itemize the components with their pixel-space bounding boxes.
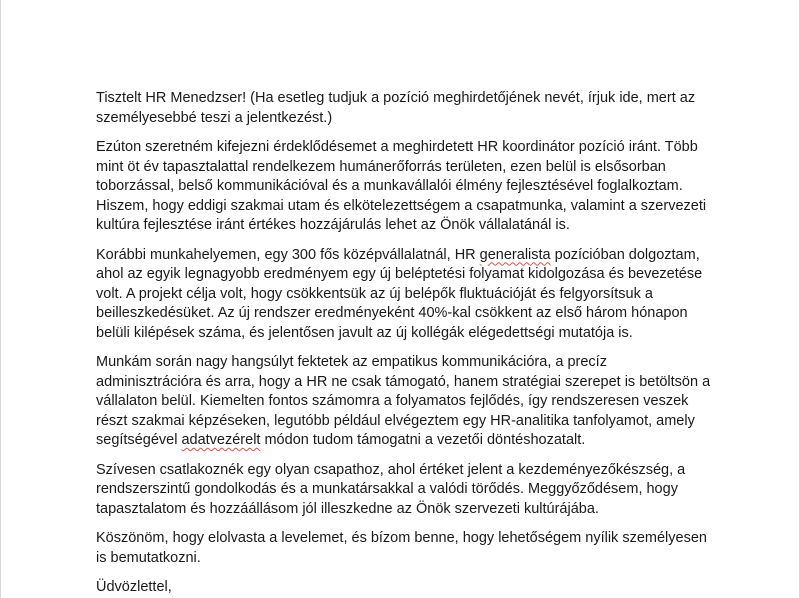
introduction-paragraph: Ezúton szeretném kifejezni érdeklődésemet a meghirdetett HR koordinátor pozíció iránt. Több mint öt év tapasztalattal rendelkezem humánerőforrás területen, ezen belül is elsősorban toborzással, belső kommunikációval és a munkavállalói élmény fejlesztésével foglalkoztam. Hiszem, hogy eddigi szakmai utam és elkötelezettségem a csapatmunka, valamint a szervezeti kultúra fejlesztése iránt értékes hozzájárulás lehet az Önök vállalatánál is. [96,139,707,233]
motivation-paragraph: Szívesen csatlakoznék egy olyan csapathoz, ahol értéket jelent a kezdeményezőkészség, a rendszerszintű gondolkodás és a munkatársakkal a valódi törődés. Meggyőződésem, hogy tapasztalatom és hozzáállásom jól illeszkedne az Önök szervezeti kultúrájába. [96,461,686,517]
spellcheck-flagged-word[interactable]: generalista [479,246,551,263]
thanks-paragraph: Köszönöm, hogy elolvasta a levelemet, és bízom benne, hogy lehetőségem nyílik személyesen is bemutatkozni. [96,530,707,566]
spellcheck-flagged-word[interactable]: adatvezérelt [181,432,261,448]
experience-paragraph [96,246,712,344]
salutation-paragraph: Tisztelt HR Menedzser! (Ha esetleg tudjuk a pozíció meghirdetőjének nevét, írjuk ide, mert az személyesebbé teszi a jelentkezést.) [96,90,696,126]
closing-line: Üdvözlettel, [96,579,172,595]
experience-text-start: Korábbi munkahelyemen, egy 300 fős középvállalatnál, HR [96,246,480,263]
page-border-left [0,0,1,598]
skills-text-start: Munkám során nagy hangsúlyt fektetek az empatikus kommunikációra, a precíz adminisztrációra és arra, hogy a HR ne csak támogató, hanem stratégiai szerepet is betöltsön a vállalaton belül. Kiemelten fontos számomra a folyamatos fejlődés, így rendszeresen veszek részt szakmai képzéseken, legutóbb például elvégeztem egy HR-analitika tanfolyamot, amely segítségével [96,354,711,448]
experience-text-end: pozícióban dolgoztam, ahol az egyik legnagyobb eredményem egy új beléptetési folyamat kidolgozása és bevezetése volt. A projekt célja volt, hogy csökkentsük az új belépők fluktuációját és felgyorsítsuk a beilleszkedésüket. Az új rendszer eredményeként 40%-kal csökkent az első három hónapon belüli kilépések száma, és jelentősen javult az új kollégák elégedettségi mutatója is. [96,246,703,341]
cover-letter-body[interactable] [96,89,712,598]
skills-paragraph [96,353,712,451]
skills-text-end: módon tudom támogatni a vezetői döntéshozatalt. [260,432,586,448]
